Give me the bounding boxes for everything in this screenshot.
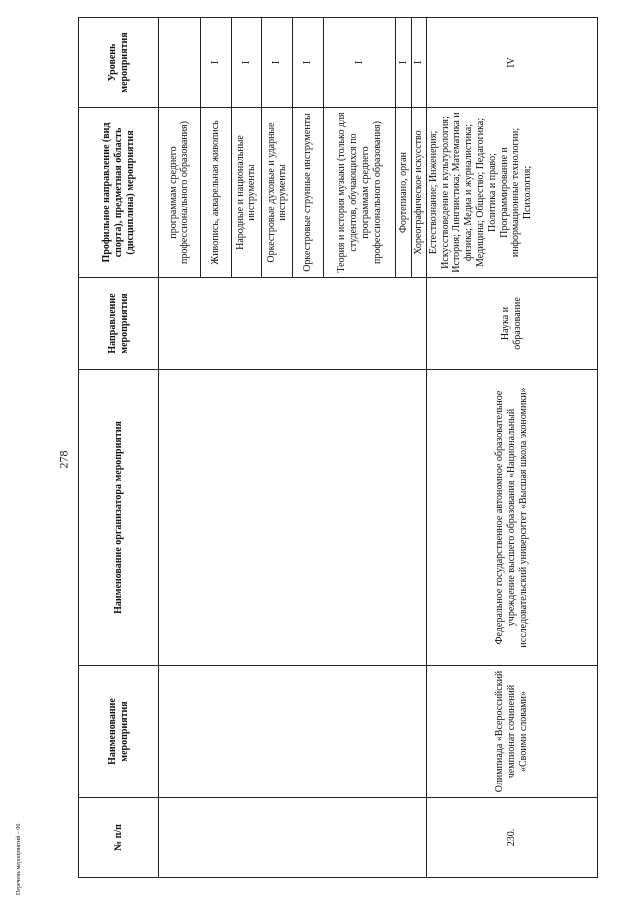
footer-caption: Перечень мероприятий – 06 bbox=[16, 823, 22, 895]
level-cell: IV bbox=[426, 18, 597, 108]
level-cell: I bbox=[293, 18, 324, 108]
prev-name-cell bbox=[159, 666, 426, 798]
level-cell bbox=[159, 18, 200, 108]
profile-cell: Оркестровые струнные инструменты bbox=[293, 108, 324, 278]
profile-cell: Хореографическое искусство bbox=[411, 108, 426, 278]
header-organizer: Наименование организатора мероприятия bbox=[79, 370, 159, 666]
table-row bbox=[159, 18, 200, 878]
profile-cell: Оркестровые духовые и ударные инструменты bbox=[262, 108, 293, 278]
profile-cell: Теория и история музыки (только для студентов, обучающихся по программам среднего профессионального образования) bbox=[324, 108, 396, 278]
rotated-page bbox=[78, 18, 598, 878]
page-number: 278 bbox=[56, 450, 71, 469]
level-cell: I bbox=[324, 18, 396, 108]
profile-cell: Народные и национальные инструменты bbox=[231, 108, 262, 278]
row-number: 230. bbox=[426, 798, 597, 878]
header-direction: Направление мероприятия bbox=[79, 278, 159, 370]
prev-direction-cell bbox=[159, 278, 426, 370]
header-row bbox=[79, 18, 159, 878]
organizer-name: Федеральное государственное автономное образовательное учреждение высшего образования «Национальный исследовательский университет «Высшая школа экономики» bbox=[426, 370, 597, 666]
header-name: Наименование мероприятия bbox=[79, 666, 159, 798]
prev-num-cell bbox=[159, 798, 426, 878]
prev-organizer-cell bbox=[159, 370, 426, 666]
event-direction: Наука и образование bbox=[426, 278, 597, 370]
header-level: Уровень мероприятия bbox=[79, 18, 159, 108]
header-profile: Профильное направление (вид спорта), предметная область (дисциплина) мероприятия bbox=[79, 108, 159, 278]
header-num: № п/п bbox=[79, 798, 159, 878]
event-name: Олимпиада «Всероссийский чемпионат сочинений «Своими словами» bbox=[426, 666, 597, 798]
events-table bbox=[78, 17, 598, 878]
profile-cell: Живопись, акварельная живопись bbox=[200, 108, 231, 278]
profile-cell: программам среднего профессионального образования) bbox=[159, 108, 200, 278]
level-cell: I bbox=[262, 18, 293, 108]
level-cell: I bbox=[231, 18, 262, 108]
level-cell: I bbox=[411, 18, 426, 108]
level-cell: I bbox=[200, 18, 231, 108]
table-row-230 bbox=[426, 18, 597, 878]
profile-cell: Естествознание; Инженерия; Искусствоведение и культурология; История; Лингвистика; Математика и физика; Медиа и журналистика; Медицина; Общество; Педагогика; Политика и право; Программирование и информационные технологии; Психология; bbox=[426, 108, 597, 278]
profile-cell: Фортепиано, орган bbox=[396, 108, 411, 278]
level-cell: I bbox=[396, 18, 411, 108]
